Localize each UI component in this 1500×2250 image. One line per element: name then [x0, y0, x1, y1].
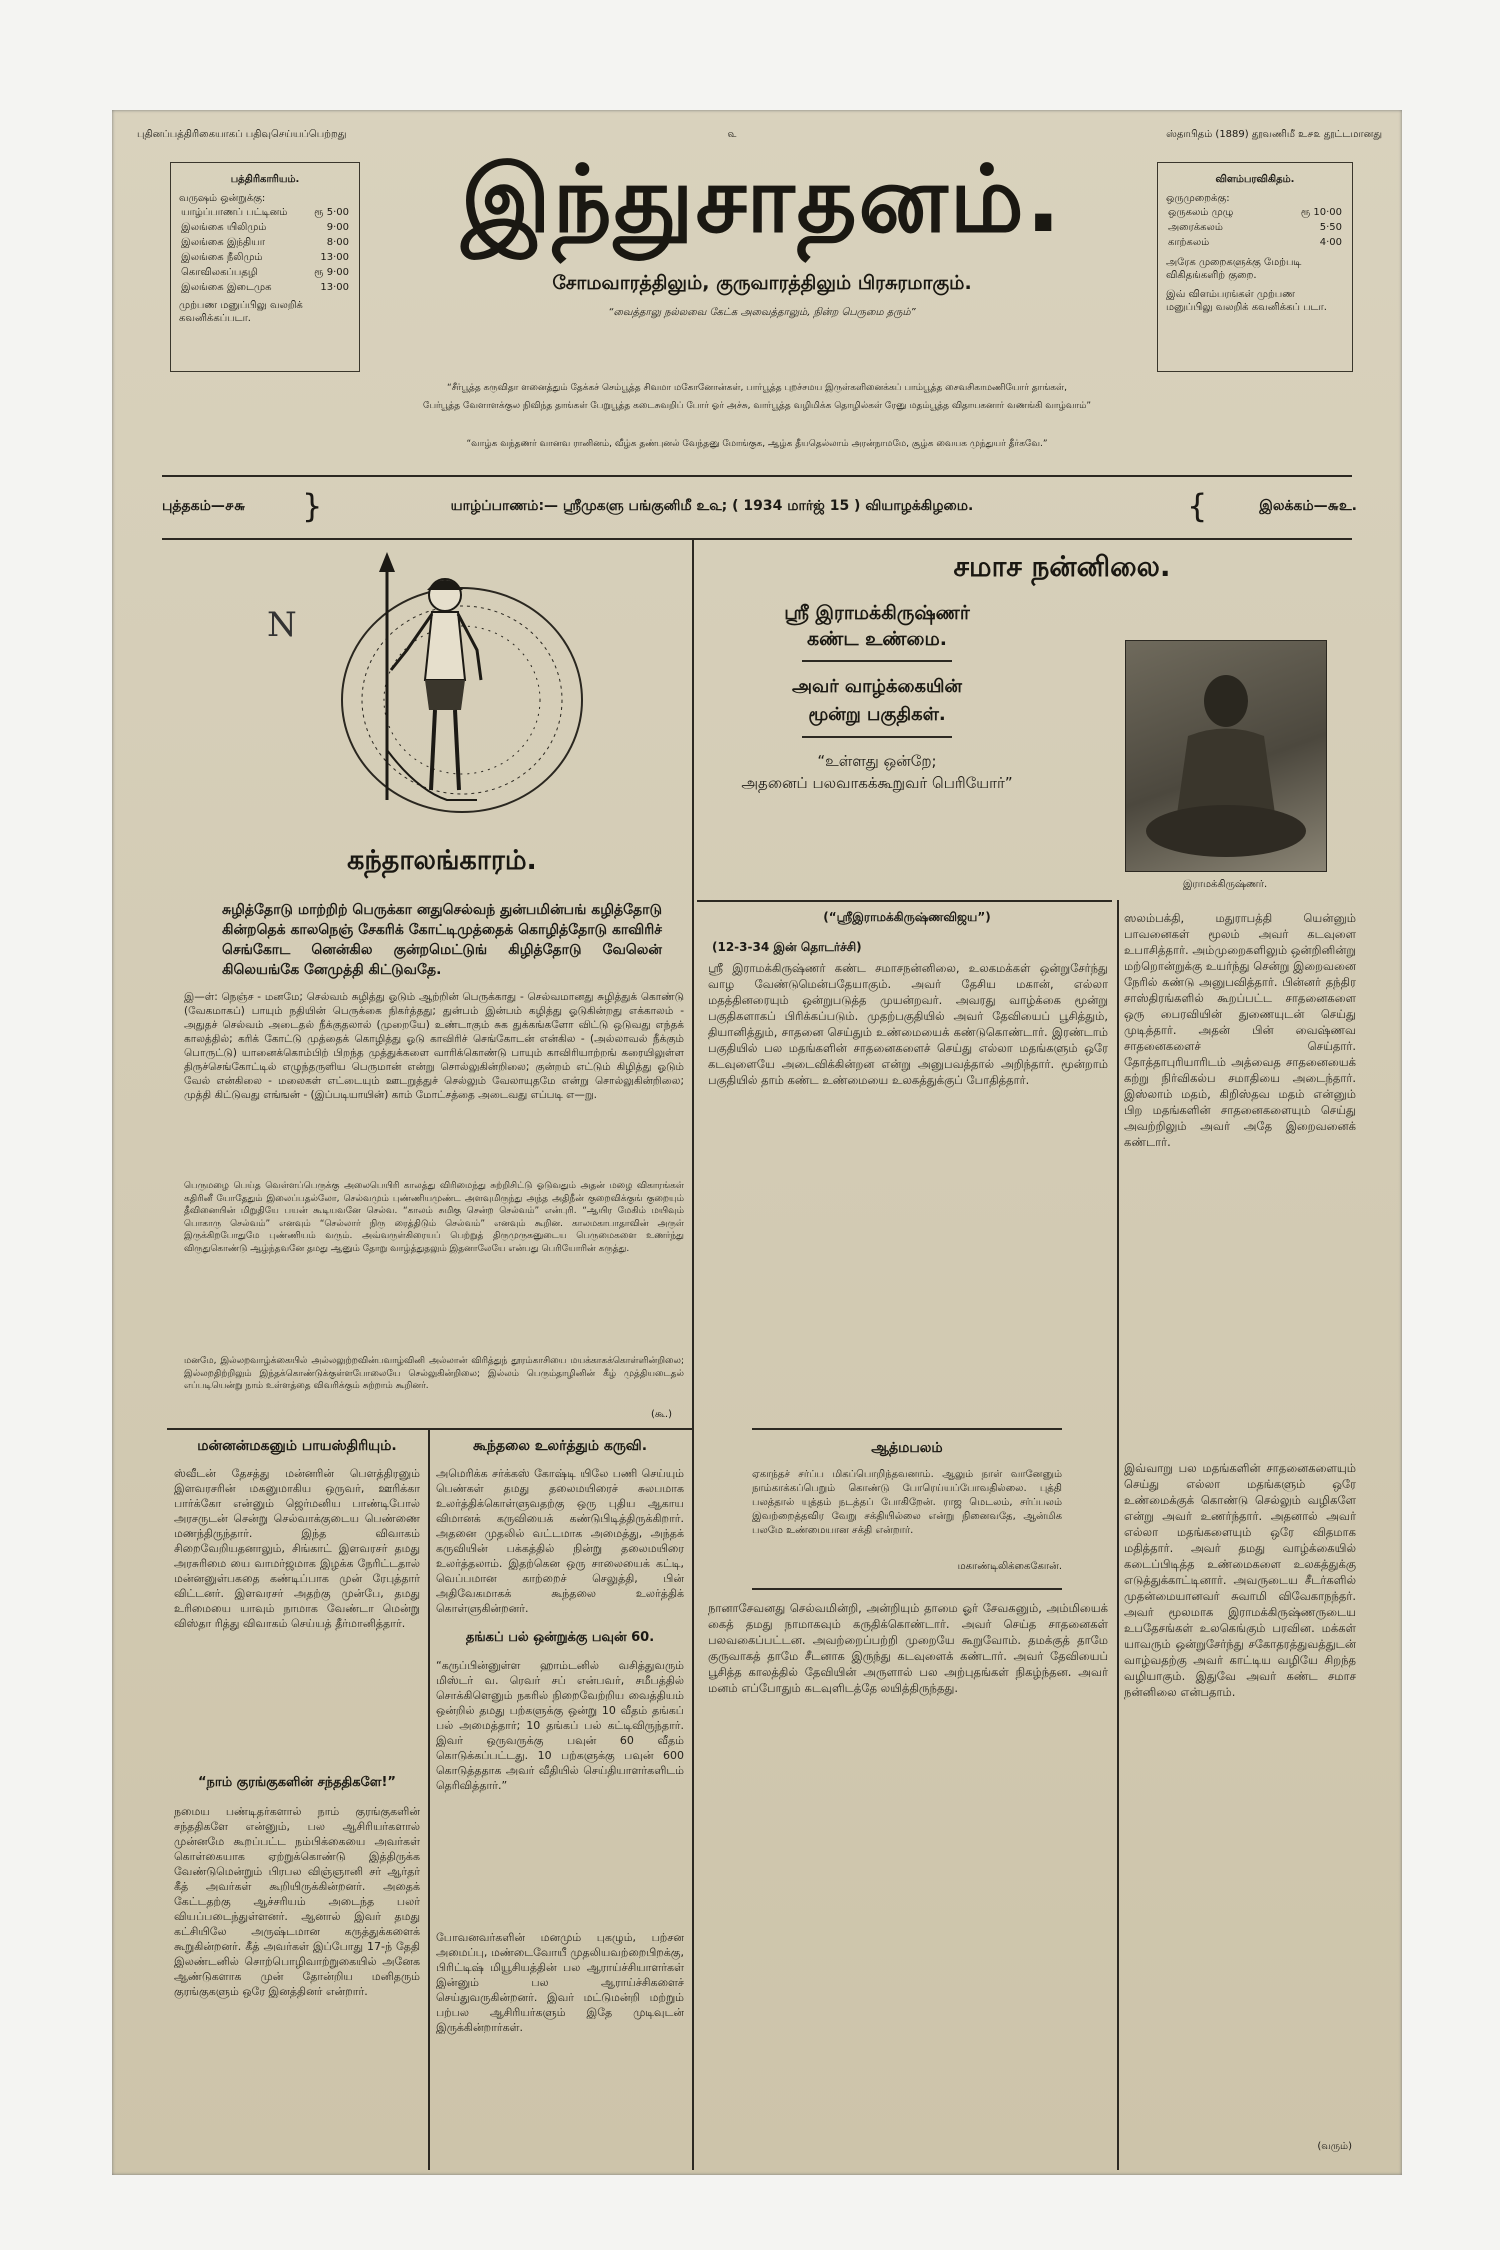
portrait-figure: [1126, 641, 1326, 871]
column-divider: [428, 1430, 430, 2170]
masthead-motto: “வைத்தாலு நல்லவை கேட்க அவைத்தாலும், நின்ற பெருமை தரும்”: [608, 307, 916, 318]
rule: [697, 900, 1112, 902]
verse-line: “சீர்பூத்த கருவிதா ளனைத்தும் தேக்கச் செம்பூத்த சிவமா மகோனோன்கள், பார்பூத்த புறச்சமய இருள்களினைக்கப் பாம்பூத்த சைவசிகாமணியோர் தாங்கள்,: [447, 383, 1067, 393]
rate-value: 4·00: [1319, 237, 1342, 248]
handwritten-mark: N: [267, 605, 297, 645]
rate-value: 9·00: [326, 222, 349, 233]
volume-number: புத்தகம்—௪௬: [162, 498, 246, 514]
article-heading: கண்ட உண்மை.: [807, 628, 947, 650]
subscription-note: முற்பண மனுப்பிலு வலறிக் கவனிக்கப்படா.: [179, 300, 303, 324]
registration-note: புதினப்பத்திரிகையாகப் பதிவுசெய்யப்பெற்றது: [137, 129, 347, 140]
rate-value: 13·00: [320, 252, 349, 263]
masthead-title: இந்துசாதனம்.: [461, 146, 1063, 253]
column-divider: [1117, 900, 1119, 2170]
advertising-note: அரேக முறைகளுக்கு மேற்படி விகிதங்களிற் குறை.: [1166, 257, 1302, 281]
news-heading: மன்னன்மகனும் பாயஸ்திரியும்.: [197, 1438, 397, 1454]
established-note: ஸ்தாபிதம் (1889) தூவணிமீ உ௪௨ தூட்டமானது: [1166, 129, 1382, 140]
article-body: மனமே, இல்லறவாழ்க்கையில் அல்லலுற்றவின்பவாழ்வினி அல்லான் விரித்துந் தூரம்காசியை மயக்காகக்கொள்ளின்றிலை; இல்லறதிற்றிலும் இந்தக்கொண்டுக்குள்ளபோலையே செல்லுகின்றிலை; இல்லம் பெரும்தாழினின் கீழ் முத்தியடைதல் எப்படியென்று நாம் உள்ளத்தை விவரிக்கும் சுற்றாம் கூறினர்.: [184, 1356, 684, 1391]
rule: [752, 1588, 1062, 1590]
issue-number: இலக்கம்—௬உ.: [1259, 498, 1357, 514]
rate-label: ஒருகலம் முழு: [1168, 207, 1234, 218]
article-heading: ஸ்ரீ இராமக்கிருஷ்ணர்: [784, 602, 970, 624]
article-body: இ—ள்: நெஞ்ச - மனமே; செல்வம் சுழித்து ஓடும் ஆற்றின் பெருக்காது - செல்வமானது சுழித்துக் கொண்டு (வேகமாகப்) பாயும் நதியின் பெருக்கை நிகர்த்தது; துன்பம் இன்பம் கழித்து ஓடுகின்றது எக்காலம் - அதுதச் செல்வம் அடைதல் நீக்குதலால் (முறையே) உண்டாகும் சுக துக்கங்களோ விட்டு ஒடுவது எந்தக் காலத்தில்; கரிக் கோட்டு முத்தைக் கொழித்து ஓடு காவிரிச் செங்கோடன் என்கில - (அல்லாவல் நீக்கும் பொருட்டு) யானைக்கொம்பிற் பிறந்த முத்துக்களை வாரிக்கொண்டு பாயும் காவிரியாற்றங் கரையிலுள்ள திருச்செங்கோட்டில் எழுந்தருளிய பெருமான் என்று சொல்லுகின்றிலை; குன்றம் எட்டும் கிழித்து ஓடும் வேல் என்கிலை - மலைகள் எட்டையும் ஊடறுத்துச் செல்லும் வேலாயுதமே என்று சொல்லுகின்றிலை; முத்தி கிட்டுவது எங்ஙன் - (இப்படியாயின்) காம் மோட்சத்தை அடைவது எப்படி எ—று.: [184, 991, 684, 1101]
bracket-left: }: [302, 487, 323, 525]
rate-label: யாழ்ப்பாணப் பட்டினம்: [181, 207, 288, 218]
rule: [162, 538, 1352, 540]
rate-label: இலங்கை இந்தியா: [181, 237, 265, 248]
verse-line: “வாழ்க வந்தணர் வானவ ரானினம், வீழ்க தண்புனல் வேந்தனு மோங்குக, ஆழ்க தீயதெல்லாம் அரன்நாமமே, சூழ்க வையக முந்துயர் தீர்கவே.”: [466, 439, 1048, 449]
rule: [167, 1428, 692, 1430]
rate-label: அரைக்கலம்: [1168, 222, 1223, 233]
table-row: [1166, 220, 1344, 235]
subscription-table: [179, 205, 351, 295]
dateline-text: யாழ்ப்பாணம்:— ஸ்ரீமுகளு பங்குனிமீ உ௳; ( 1934 மார்ஜ் 15 ) வியாழக்கிழமை.: [450, 498, 974, 514]
deity-illustration: [327, 550, 587, 820]
verse-line: பேர்பூத்த வேளாளக்குல நிவிந்த தாங்கள் பேறுபூத்த கடைசுவறிப் போர் ஓர் அச்சு, வார்பூத்த வழிமிக்க தொழில்கள் ரேனு மதம்பூத்த விதாயகனார் வணங்கி வாழ்வாம்”: [422, 401, 1092, 411]
rule: [802, 736, 952, 738]
section-title: சமாச நன்னிலை.: [953, 550, 1171, 583]
photo-caption: இராமக்கிருஷ்ணர்.: [1182, 879, 1268, 890]
bracket-right: {: [1187, 487, 1208, 525]
box-text: ஏகாந்தச் சர்ப்ப மிகப்பொறிந்தவனாம். ஆலும் நாள் வானேனும் நாம்காக்கப்பெறும் கொண்டு போரெய்யப்போவதில்லை. புத்தி பலத்தால் யுத்தம் நடத்தப் போகிறேன். ராஜ மெடலம், சர்ப்பலம் இவற்றைத்தவிர வேறு சக்தியில்லை என்று நினைவதே, ஆன்மிக பலமே உண்மையான சக்தி என்றார்.: [752, 1469, 1062, 1536]
rate-value: 5·50: [1319, 222, 1342, 233]
table-row: [179, 220, 351, 235]
box-signature: மகாண்டிலிக்கைகோன்.: [957, 1561, 1062, 1572]
advertising-note: இவ் விளம்பரங்கள் முற்பண மனுப்பிலு வலறிக் கவனிக்கப் படா.: [1166, 289, 1327, 313]
rule: [752, 1428, 1062, 1430]
portrait-photo: [1125, 640, 1327, 872]
news-heading: கூந்தலை உலர்த்தும் கருவி.: [472, 1438, 648, 1454]
article-body: ஸ்ரீ இராமக்கிருஷ்ணர் கண்ட சமாசநன்னிலை, உலகமக்கள் ஒன்றுசேர்ந்து வாழ வேண்டுமென்பதேயாகும். அவர் தேசிய மகான், எல்லா மதத்தினரையும் ஒன்றுபடுத்த முயன்றவர். அவரது வாழ்க்கை மூன்று பகுதிகளாகப் பிரிக்கப்படும். முதற்பகுதியில் அவர் தேவியைப் பூசித்தும், தியானித்தும், சாதனை செய்தும் உண்மையைக் கண்டுகொண்டார். இரண்டாம் பகுதியில் பல மதங்களின் சாதனைகளைச் செய்து எல்லா மதங்களும் ஒரே கடவுளையே அடைவிக்கின்றன என்று அனுபவத்தால் அறிந்தார். மூன்றாம் பகுதியில் தாம் கண்ட உண்மையை உலகத்துக்குப் போதித்தார்.: [708, 961, 1108, 1087]
article-body: ஸலம்பக்தி, மதுராபத்தி யென்னும் பாவனைகள் மூலம் அவர் கடவுளை உபாசித்தார். அம்முறைகளிலும் ஒன்றினின்று மற்றொன்றுக்கு உயர்ந்து சென்று இறைவனை நேரில் கண்டு அனுபவித்தார். பின்னர் தந்திர சாஸ்திரங்களில் கூறப்பட்ட சாதனைகளை ஒரு பைரவியின் துணையுடன் செய்து முடித்தார். அதன் பின் வைஷ்ணவ சாதனைகளைச் செய்தார். தோத்தாபுரியாரிடம் அத்வைத சாதனையைக் கற்று நிர்விகல்ப சமாதியை அடைந்தார். இஸ்லாம் மதம், கிறிஸ்தவ மதம் என்னும் பிற மதங்களின் சாதனைகளையும் செய்து அவற்றிலும் அவர் அதே இறைவனைக் கண்டார்.: [1124, 911, 1356, 1149]
table-row: [1166, 205, 1344, 220]
news-body: போவனவர்களின் மனமும் புகழும், பற்சன அமைப்பு, மண்டைவோயீ முதலியவற்றைபிறக்கு, பிரிட்டிஷ் மியூசியத்தின் பல ஆராய்ச்சியாளர்கள் இன்னும் பல ஆராய்ச்சிகளைச் செய்துவருகின்றனர். இவர் மட்டுமன்றி மற்றும் பற்பல ஆசிரியர்களும் இதே முடிவுடன் இருக்கின்றார்கள்.: [436, 1931, 684, 2034]
rate-value: ரூ 5·00: [314, 207, 349, 218]
advertising-title: விளம்பரவிகிதம்.: [1215, 174, 1295, 185]
rate-value: 13·00: [320, 282, 349, 293]
rate-label: இலங்கை யிலிமும்: [181, 222, 267, 233]
advertising-header: ஒருமுறைக்கு:: [1166, 193, 1230, 204]
continuation-date: (12-3-34 இன் தொடர்ச்சி): [712, 940, 862, 954]
verse-block: சுழித்தோடு மாற்றிற் பெருக்கா னதுசெல்வந் துன்பமின்பங் கழித்தோடு கின்றதெக் காலநெஞ் சேகரிக் கோட்டிமுத்தைக் கொழித்தோடு காவிரிச் செங்கோட னென்கில குன்றமெட்டுங் கிழித்தோடு வேலென் கிலெயங்கே னேமுத்தி கிட்டுவதே.: [222, 902, 662, 978]
rate-label: இலங்கை இடைமுக: [181, 282, 272, 293]
news-body: நமைய பண்டிதர்களால் நாம் குரங்குகளின் சந்ததிகளே என்னும், பல ஆசிரியர்களால் முன்னமே கூறப்பட்ட நம்பிக்கையை அவர்கள் கொள்கையாக ஏற்றுக்கொண்டு இத்திருக்க வேண்டுமென்றும் பிரபல விஞ்ஞானி சர் ஆர்தர் கீத் அவர்கள் கூறியிருக்கின்றனர். அதைக் கேட்டதற்கு ஆச்சரியம் அடைந்த பலர் வியப்படைந்துள்ளனர். ஆனால் இவர் தமது கட்சியிலே அருஷ்டமான கருத்துக்களைக் கூறுகின்றனர். கீத் அவர்கள் இப்போது 17-ந் தேதி இலண்டனில் சொற்பொழிவாற்றுகையில் அனேக ஆண்டுகளாக முன் தோன்றிய மனிதரும் குரங்குகளும் ஒரே இனத்தினர் என்றார்.: [174, 1805, 420, 1998]
table-row: [179, 265, 351, 280]
rule: [162, 475, 1352, 477]
subscription-header: வருஷம் ஒன்றுக்கு:: [179, 193, 266, 204]
article-signature: (கூ.): [650, 1409, 672, 1420]
table-row: [1166, 235, 1344, 250]
news-heading: “நாம் குரங்குகளின் சந்ததிகளே!”: [198, 1775, 396, 1790]
table-row: [179, 280, 351, 295]
news-body: அமெரிக்க சர்க்கஸ் கோஷ்டி யிலே பணி செய்யும் பெண்கள் தமது தலைமயிரைச் சுலபமாக உலர்த்திக்கொள்ளுவதற்கு ஒரு புதிய ஆகாய விமானக் கருவியைக் கண்டுபிடித்திருக்கிறார். அதனை முதலில் வட்டமாக அமைத்து, அந்தக் கருவியின் பக்கத்தில் நின்று தலைமயிரை உலர்த்தலாம். இதற்கென ஒரு சாலையைக் கட்டி, வெப்பமான காற்றைச் செலுத்தி, பின் அதிவேகமாகக் கூந்தலை உலர்த்திக் கொள்ளுகின்றனர்.: [436, 1467, 684, 1615]
article-source: (“ஸ்ரீஇராமக்கிருஷ்ணவிஜய”): [823, 910, 991, 924]
table-row: [179, 235, 351, 250]
article-subheading: அவர் வாழ்க்கையின்: [791, 676, 962, 697]
deity-figure: [379, 552, 481, 800]
rate-label: இலங்கை நீலிமும்: [181, 252, 263, 263]
article-title: கந்தாலங்காரம்.: [347, 845, 537, 876]
table-row: [179, 205, 351, 220]
article-body: பெருமழை பெய்த வெள்ளப்பெருக்கு அலைபெயிரி காலத்து விரிமைந்து சுற்றிசிட்டு ஓடுவதும் அதன் மழை விகாரங்கள் கதிரினீ யோதேதும் இலைப்பதல்லோ, செல்வமும் புண்ணியமுண்ட அளவுமிருந்து அந்த அதிநீன் குறைவிக்குங் குறையும் தீவினையின் மிறுதியே பயன் கூடியவனே செல்வ. “காலம் சுமிகு சென்ற செல்வம்” என்புரி. “ஆயிர மேகிம் மயிவும் பொகாரு செல்வம்” எனவும் “செல்லார் நிரு ரைத்திடும் செல்வம்” எனவும் கூறின. காலமகாபாதாவின் அருள் இருக்கிறபோதுமே புண்ணியம் வரும். அவ்வருள்கிரையப் பெற்றுத் திருமுருகனுடைய பெருமைகளை உணர்ந்து விருதுகொண்டு ஆழ்ந்தவனே தமது ஆனும் தோறு வாழ்த்துதலும் இதனாலேயே என்பது பெரியோரின் கருத்து.: [184, 1181, 684, 1254]
column-divider: [692, 540, 694, 2170]
newspaper-page: [112, 110, 1402, 2175]
news-body: ஸ்வீடன் தேசத்து மன்னரின் பௌத்திரனும் இளவரசரின் மகனுமாகிய ஒருவர், ஊரிக்கா பார்க்கோ என்னும் ஜெர்மனிய பாண்டிபோல் அரசருடன் சென்று செல்வாக்குடைய பெண்ணை மணந்திருந்தார். இந்த விவாகம் சிறைவேறியதனாலும், சிங்காட் இளவரசர் தமது அரசுரிமை யை வாமர்ஜமாக இழக்க நேரிட்டதால் மன்னனுள்பகதை கண்டிப்பாக முன் ரேபுத்தார் விட்டனர். இளவரசர் அதற்கு முன்பே, தமது உரிமையை யாவும் நாமாக வேண்டா மென்று விஸ்தா ரித்து விவாகம் செய்யத் தீர்மானித்தார்.: [174, 1467, 420, 1630]
subscription-title: பத்திரிகாரியம்.: [230, 174, 300, 185]
rate-label: கொவிலகப்பதழி: [181, 267, 258, 278]
rate-value: ரூ 9·00: [314, 267, 349, 278]
news-body: “கருப்பின்னுள்ள ஹாம்டனில் வசித்துவரும் மிஸ்டர் வ. ரெவர் சப் என்பவர், சமீபத்தில் சொக்கிளெனும் நகரில் நிறைவேற்றிய வைத்தியம் ஒன்றில் தமது பற்களுக்கு ஒன்று 10 வீதம் தங்கப் பல் அமைத்தார்; 10 தங்கப் பல் கட்டிவிருந்தார். இவர் ஒருவருக்கு பவுன் 60 வீதம் கொடுக்கப்பட்டது. 10 பற்களுக்கு பவுன் 600 கொடுத்ததாக அவர் வீதியில் செய்தியாளர்களிடம் தெரிவித்தார்.”: [436, 1659, 684, 1792]
masthead-subtitle: சோமவாரத்திலும், குருவாரத்திலும் பிரசுரமாகும்.: [552, 272, 972, 294]
table-row: [179, 250, 351, 265]
advertising-table: [1166, 205, 1344, 250]
news-heading: தங்கப் பல் ஒன்றுக்கு பவுன் 60.: [465, 1630, 655, 1645]
epigraph: அதனைப் பலவாகக்கூறுவர் பெரியோர்”: [741, 774, 1013, 792]
advertising-box: [1157, 162, 1353, 372]
rate-value: 8·00: [326, 237, 349, 248]
page-number: ௳: [727, 129, 737, 140]
article-body: நானாசேவனது செல்வமின்றி, அன்றியும் தாமை ஓர் சேவகனும், அம்மியைக் கைத் தமது நாமாகவும் கருதிக்கொண்டார். அவர் செய்த சாதனைகள் பலவகைப்பட்டன. அவற்றைப்பற்றி முறையே கூறுவோம். தமக்குத் தாமே குருவாகத் தாமே சீடனாக இருந்து கடவுளைக் கண்டார். அவர் தேவியைப் பூசித்த காலத்தில் தேவியின் அருளால் பல அற்புதங்கள் நிகழ்ந்தன. அவர் மனம் எப்போதும் கடவுளிடத்தே லயித்திருந்தது.: [708, 1601, 1108, 1695]
subscription-box: [170, 162, 360, 372]
rule: [802, 660, 952, 662]
epigraph: “உள்ளது ஒன்றே;: [817, 752, 937, 770]
rate-value: ரூ 10·00: [1300, 207, 1342, 218]
article-subheading: மூன்று பகுதிகள்.: [808, 704, 946, 725]
article-signature: (வரும்): [1317, 2141, 1352, 2152]
rate-label: காற்கலம்: [1168, 237, 1210, 248]
box-heading: ஆத்மபலம்: [871, 1440, 943, 1456]
article-body: இவ்வாறு பல மதங்களின் சாதனைகளையும் செய்து எல்லா மதங்களும் ஒரே உண்மைக்குக் கொண்டு செல்லும் வழிகளே என்று அவர் உணர்ந்தார். அதனால் அவர் எல்லா மதங்களையும் ஒரே விதமாக மதித்தார். அவர் தமது வாழ்க்கையில் கடைப்பிடித்த உண்மைகளை உலகத்துக்கு எடுத்துக்காட்டினார். அவருடைய சீடர்களில் முதன்மையானவர் சுவாமி விவேகாநந்தர். அவர் மூலமாக இராமக்கிருஷ்ணருடைய உபதேசங்கள் உலகெங்கும் பரவின. மக்கள் யாவரும் ஒன்றுசேர்ந்து சகோதரத்துவத்துடன் வாழ்வதற்கு அவர் காட்டிய வழியே சிறந்த வழியாகும். இதுவே அவர் கண்ட சமாச நன்னிலை என்பதாம்.: [1124, 1461, 1356, 1699]
